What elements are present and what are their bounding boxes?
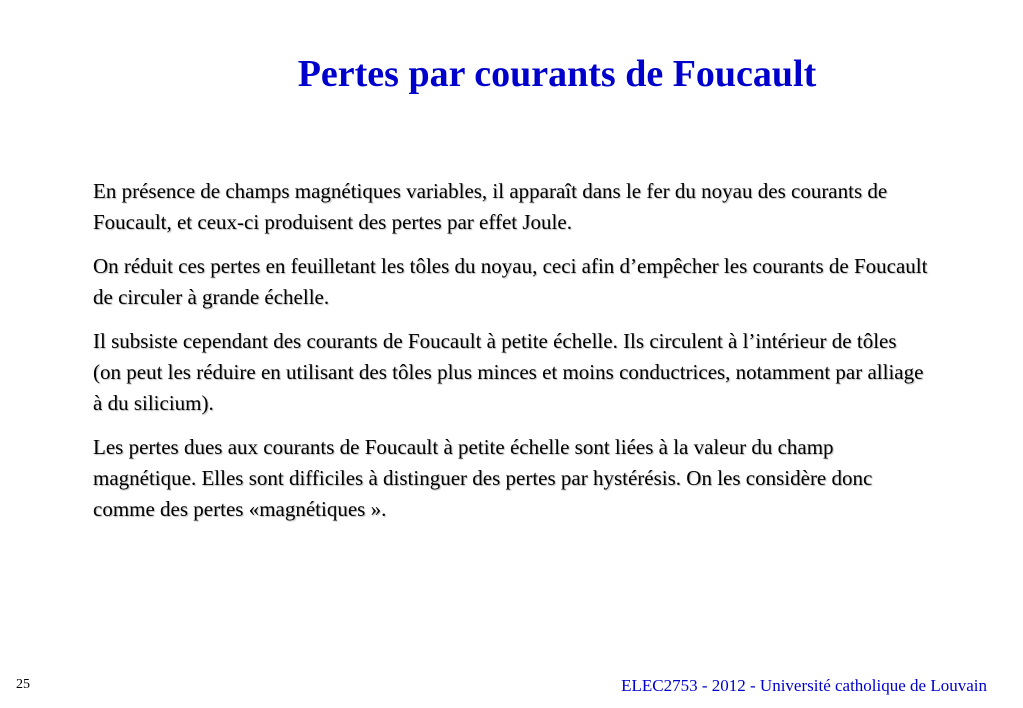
paragraph-small-scale-currents: Il subsiste cependant des courants de Foucault à petite échelle. Ils circulent à l’intérieur de tôles (on peut les réduire en utilisant des tôles plus minces et moins conductrices, notamment par alliage à du silicium).	[93, 329, 924, 415]
slide-title: Pertes par courants de Foucault	[297, 53, 817, 95]
paragraph-magnetic-losses: Les pertes dues aux courants de Foucault à petite échelle sont liées à la valeur du champ magnétique. Elles sont difficiles à distinguer des pertes par hystérésis. On les considère donc comme des pertes «magnétiques ».	[93, 435, 873, 521]
slide-footer: ELEC2753 - 2012 - Université catholique de Louvain	[621, 676, 987, 695]
page-number: 25	[16, 677, 30, 692]
paragraph-laminated-sheets: On réduit ces pertes en feuilletant les tôles du noyau, ceci afin d’empêcher les courants de Foucault de circuler à grande échelle.	[93, 254, 928, 309]
slide-body	[93, 176, 928, 538]
paragraph-eddy-currents-origin: En présence de champs magnétiques variables, il apparaît dans le fer du noyau des courants de Foucault, et ceux-ci produisent des pertes par effet Joule.	[93, 179, 888, 234]
